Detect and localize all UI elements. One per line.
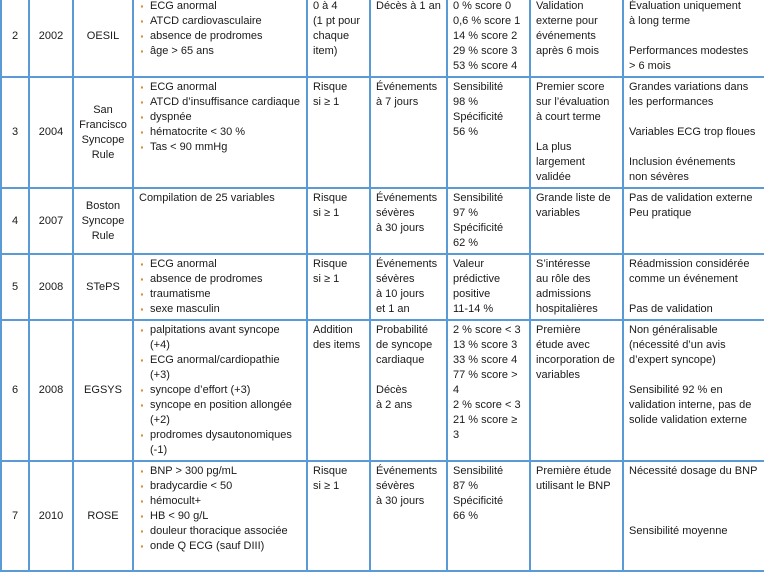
endpoint-cell [370,254,447,320]
cell-line: à 10 jours [376,288,425,300]
cell-line: Décès [376,384,408,396]
cell-line: Première étude [536,465,612,477]
cell-line [376,368,441,383]
criteria-text: Compilation de 25 variables [139,192,275,204]
cell-line: Valeur [453,258,484,270]
limitations-cell [623,461,764,571]
score-name: ROSE [73,461,133,571]
list-item: · ATCD cardiovasculaire [139,14,301,29]
cell-line: Événements [376,81,438,93]
scoring-cell [307,461,370,571]
cell-line: et 1 an [376,303,410,315]
cell-line: Variables ECG trop floues [629,126,756,138]
cell-line: 21 % score ≥ 3 [453,414,518,441]
cell-line: Grandes variations dans [629,81,749,93]
cell-line: Pas de validation [629,303,713,315]
list-item: · BNP > 300 pg/mL [139,464,301,479]
list-item: · âge > 65 ans [139,44,301,59]
cell-line: admissions [536,288,592,300]
cell-line: Peu pratique [629,207,692,219]
cell-line: Première [536,324,581,336]
cell-line: item) [313,45,338,57]
cell-line [629,29,759,44]
row-number: 2 [1,0,29,77]
cell-line: variables [536,369,581,381]
cell-line: S’intéresse [536,258,591,270]
performance-cell [447,188,530,254]
endpoint-cell [370,461,447,571]
criteria-list [139,257,301,317]
table-row [1,320,764,461]
cell-line: 29 % score 3 [453,45,518,57]
cell-line: Sensibilité moyenne [629,525,728,537]
list-item: · HB < 90 g/L [139,509,301,524]
cell-line: comme un événement [629,273,738,285]
performance-cell [447,320,530,461]
cell-line: (nécessité d’un avis [629,339,726,351]
cell-line: Pas de validation externe [629,192,753,204]
criteria-list [139,464,301,554]
score-name: San Francisco Syncope Rule [73,77,133,188]
cell-line: 66 % [453,510,479,522]
table-row [1,461,764,571]
cell-line: Sensibilité [453,81,504,93]
cell-line: Sensibilité [453,465,504,477]
cell-line: 2 % score < 3 [453,399,521,411]
cell-line: prédictive [453,273,501,285]
cell-line [629,368,759,383]
cell-line: à 2 ans [376,399,413,411]
row-number: 4 [1,188,29,254]
cell-line: Réadmission considérée [629,258,750,270]
cell-line: à long terme [629,15,691,27]
cell-line: hospitalières [536,303,598,315]
list-item: · onde Q ECG (sauf DIII) [139,539,301,554]
cell-line: non sévères [629,171,689,183]
cell-line: 62 % [453,237,479,249]
list-item: · dyspnée [139,110,301,125]
strengths-cell [530,461,623,571]
row-number: 5 [1,254,29,320]
cell-line: Risque [313,258,348,270]
criteria-list [139,80,301,155]
scoring-cell [307,0,370,77]
cell-line: à 30 jours [376,495,425,507]
criteria-cell [133,461,307,571]
list-item: · prodromes dysautonomiques (-1) [139,428,301,458]
endpoint-cell [370,0,447,77]
performance-cell [447,77,530,188]
limitations-cell [623,320,764,461]
list-item: · palpitations avant syncope (+4) [139,323,301,353]
cell-line: événements [536,30,596,42]
cell-line: > 6 mois [629,60,671,72]
cell-line: Grande liste de [536,192,611,204]
strengths-cell [530,77,623,188]
performance-cell [447,0,530,77]
cell-line: Événements [376,465,438,477]
cell-line: Spécificité [453,495,504,507]
cell-line: La plus [536,141,572,153]
cell-line [629,110,759,125]
list-item: · hématocrite < 30 % [139,125,301,140]
cell-line: 97 % [453,207,479,219]
scoring-cell [307,320,370,461]
cell-line: 0 % score 0 [453,0,512,12]
cell-line: cardiaque [376,354,425,366]
cell-line: 87 % [453,480,479,492]
cell-line: Inclusion événements [629,156,736,168]
cell-line: Nécessité dosage du BNP [629,465,758,477]
cell-line: Probabilité [376,324,428,336]
cell-line: incorporation de [536,354,615,366]
score-name: STePS [73,254,133,320]
list-item: · bradycardie < 50 [139,479,301,494]
cell-line: solide validation externe [629,414,748,426]
cell-line: à 30 jours [376,222,425,234]
cell-line: Performances modestes [629,45,749,57]
cell-line: Spécificité [453,111,504,123]
cell-line: 0,6 % score 1 [453,15,521,27]
score-name: OESIL [73,0,133,77]
cell-line: 11-14 % [453,303,494,315]
cell-line: 77 % score > 4 [453,369,518,396]
cell-line [629,140,759,155]
cell-line: 33 % score 4 [453,354,518,366]
performance-cell [447,254,530,320]
cell-line: 98 % [453,96,479,108]
cell-line: si ≥ 1 [313,96,340,108]
cell-line: 0 à 4 [313,0,338,12]
table-row [1,77,764,188]
list-item: · ECG anormal/cardiopathie (+3) [139,353,301,383]
list-item: · syncope d’effort (+3) [139,383,301,398]
table-body [1,0,764,571]
list-item: · douleur thoracique associée [139,524,301,539]
cell-line: largement [536,156,585,168]
scoring-cell [307,77,370,188]
row-year: 2004 [29,77,73,188]
cell-line: validation interne, pas de [629,399,752,411]
cell-line: sévères [376,207,415,219]
cell-line: (1 pt pour [313,15,361,27]
strengths-cell [530,0,623,77]
cell-line: des items [313,339,361,351]
cell-line: au rôle des [536,273,591,285]
list-item: · hémocult+ [139,494,301,509]
cell-line: Non généralisable [629,324,718,336]
cell-line: Spécificité [453,222,504,234]
cell-line: à court terme [536,111,601,123]
cell-line: d’expert syncope) [629,354,716,366]
row-number: 6 [1,320,29,461]
cell-line: utilisant le BNP [536,480,611,492]
criteria-cell [133,77,307,188]
cell-line: si ≥ 1 [313,480,340,492]
list-item: · sexe masculin [139,302,301,317]
cell-line: de syncope [376,339,433,351]
list-item: · Tas < 90 mmHg [139,140,301,155]
cell-line [629,494,759,509]
cell-line: après 6 mois [536,45,599,57]
endpoint-cell [370,320,447,461]
row-year: 2008 [29,254,73,320]
performance-cell [447,461,530,571]
cell-line: 14 % score 2 [453,30,518,42]
cell-line: Événements [376,258,438,270]
row-year: 2007 [29,188,73,254]
list-item: · ATCD d’insuffisance cardiaque [139,95,301,110]
scoring-cell [307,188,370,254]
cell-line: 2 % score < 3 [453,324,521,336]
list-item: · ECG anormal [139,0,301,14]
cell-line: Évaluation uniquement [629,0,741,12]
endpoint-cell [370,77,447,188]
cell-line: chaque [313,30,350,42]
strengths-cell [530,254,623,320]
limitations-cell [623,254,764,320]
cell-line: externe pour [536,15,598,27]
criteria-cell [133,254,307,320]
table-row [1,188,764,254]
list-item: · ECG anormal [139,257,301,272]
cell-line: positive [453,288,491,300]
row-year: 2002 [29,0,73,77]
cell-line: Validation [536,0,584,12]
cell-line: sévères [376,273,415,285]
criteria-cell [133,320,307,461]
score-name: EGSYS [73,320,133,461]
strengths-cell [530,320,623,461]
list-item: · syncope en position allongée (+2) [139,398,301,428]
list-item: · absence de prodromes [139,272,301,287]
row-number: 7 [1,461,29,571]
cell-line [629,479,759,494]
cell-line: variables [536,207,581,219]
cell-line: les performances [629,96,714,108]
cell-line: validée [536,171,571,183]
limitations-cell [623,188,764,254]
cell-line: 53 % score 4 [453,60,518,72]
list-item: · traumatisme [139,287,301,302]
cell-line: Décès à 1 an [376,0,441,12]
score-name: Boston Syncope Rule [73,188,133,254]
cell-line: Risque [313,465,348,477]
row-year: 2008 [29,320,73,461]
table-row [1,254,764,320]
cell-line: Événements [376,192,438,204]
cell-line: à 7 jours [376,96,419,108]
table-row [1,0,764,77]
limitations-cell [623,0,764,77]
cell-line: étude avec [536,339,590,351]
cell-line [629,509,759,524]
cell-line: Sensibilité [453,192,504,204]
cell-line: Sensibilité 92 % en [629,384,723,396]
strengths-cell [530,188,623,254]
criteria-cell [133,0,307,77]
cell-line [629,287,759,302]
cell-line: sévères [376,480,415,492]
list-item: · ECG anormal [139,80,301,95]
list-item: · absence de prodromes [139,29,301,44]
row-number: 3 [1,77,29,188]
cell-line: Risque [313,192,348,204]
criteria-cell [133,188,307,254]
criteria-list [139,0,301,59]
cell-line: Risque [313,81,348,93]
cell-line: Premier score [536,81,605,93]
cell-line: 56 % [453,126,479,138]
cell-line: Addition [313,324,353,336]
criteria-list [139,323,301,458]
cell-line: 13 % score 3 [453,339,518,351]
cell-line: si ≥ 1 [313,207,340,219]
cell-line: sur l’évaluation [536,96,610,108]
limitations-cell [623,77,764,188]
scoring-cell [307,254,370,320]
cell-line [536,125,617,140]
endpoint-cell [370,188,447,254]
row-year: 2010 [29,461,73,571]
cell-line: si ≥ 1 [313,273,340,285]
